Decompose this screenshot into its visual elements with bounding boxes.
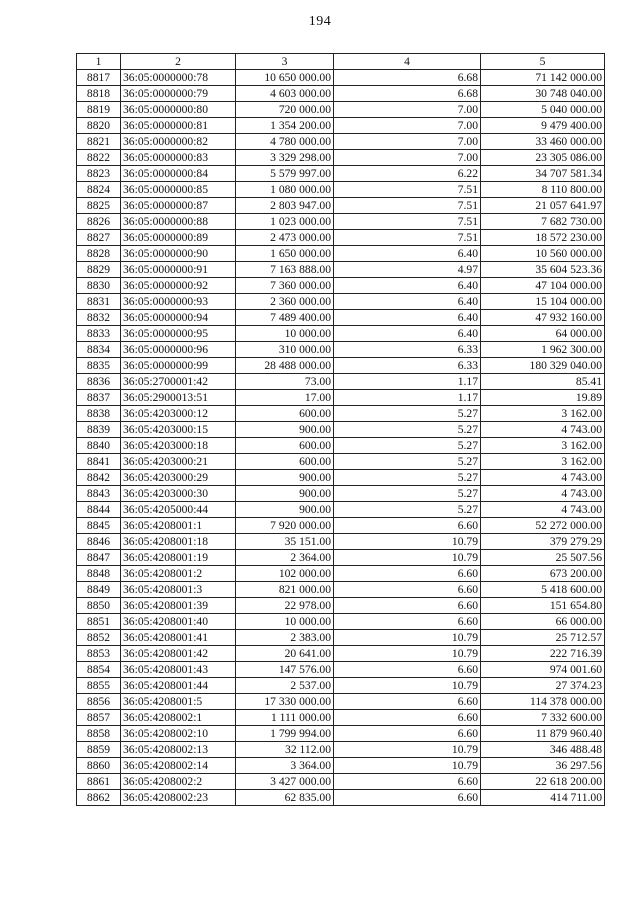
total-cell: 151 654.80: [481, 598, 605, 614]
cadastral-number-cell: 36:05:4203000:29: [121, 470, 236, 486]
cadastral-number-cell: 36:05:0000000:94: [121, 310, 236, 326]
value-cell: 1 354 200.00: [236, 118, 334, 134]
value-cell: 10 000.00: [236, 326, 334, 342]
cadastral-number-cell: 36:05:0000000:79: [121, 86, 236, 102]
row-number-cell: 8820: [77, 118, 121, 134]
rate-cell: 6.40: [334, 310, 481, 326]
total-cell: 25 507.56: [481, 550, 605, 566]
total-cell: 7 332 600.00: [481, 710, 605, 726]
row-number-cell: 8841: [77, 454, 121, 470]
total-cell: 10 560 000.00: [481, 246, 605, 262]
column-header-1: 1: [77, 54, 121, 70]
row-number-cell: 8857: [77, 710, 121, 726]
row-number-cell: 8862: [77, 790, 121, 806]
cadastral-number-cell: 36:05:4203000:30: [121, 486, 236, 502]
total-cell: 222 716.39: [481, 646, 605, 662]
cadastral-number-cell: 36:05:4208001:5: [121, 694, 236, 710]
row-number-cell: 8825: [77, 198, 121, 214]
table-row: [77, 534, 605, 550]
cadastral-number-cell: 36:05:0000000:81: [121, 118, 236, 134]
row-number-cell: 8844: [77, 502, 121, 518]
value-cell: 1 650 000.00: [236, 246, 334, 262]
row-number-cell: 8837: [77, 390, 121, 406]
cadastral-number-cell: 36:05:4208002:14: [121, 758, 236, 774]
row-number-cell: 8835: [77, 358, 121, 374]
rate-cell: 7.00: [334, 102, 481, 118]
cadastral-number-cell: 36:05:4208001:19: [121, 550, 236, 566]
total-cell: 35 604 523.36: [481, 262, 605, 278]
table-row: [77, 294, 605, 310]
rate-cell: 6.40: [334, 294, 481, 310]
rate-cell: 1.17: [334, 390, 481, 406]
row-number-cell: 8851: [77, 614, 121, 630]
rate-cell: 6.68: [334, 86, 481, 102]
table-row: [77, 390, 605, 406]
rate-cell: 1.17: [334, 374, 481, 390]
total-cell: 4 743.00: [481, 422, 605, 438]
table-row: [77, 310, 605, 326]
cadastral-number-cell: 36:05:0000000:89: [121, 230, 236, 246]
table-row: [77, 646, 605, 662]
value-cell: 3 364.00: [236, 758, 334, 774]
cadastral-number-cell: 36:05:4208001:1: [121, 518, 236, 534]
cadastral-number-cell: 36:05:0000000:95: [121, 326, 236, 342]
cadastral-number-cell: 36:05:0000000:88: [121, 214, 236, 230]
table-row: [77, 198, 605, 214]
table-row: [77, 598, 605, 614]
value-cell: 2 360 000.00: [236, 294, 334, 310]
cadastral-number-cell: 36:05:4203000:18: [121, 438, 236, 454]
rate-cell: 6.60: [334, 582, 481, 598]
row-number-cell: 8847: [77, 550, 121, 566]
cadastral-number-cell: 36:05:4203000:12: [121, 406, 236, 422]
row-number-cell: 8849: [77, 582, 121, 598]
rate-cell: 10.79: [334, 534, 481, 550]
rate-cell: 6.60: [334, 614, 481, 630]
total-cell: 52 272 000.00: [481, 518, 605, 534]
cadastral-number-cell: 36:05:4208002:13: [121, 742, 236, 758]
rate-cell: 10.79: [334, 758, 481, 774]
table-row: [77, 230, 605, 246]
value-cell: 2 364.00: [236, 550, 334, 566]
cadastral-number-cell: 36:05:4208001:41: [121, 630, 236, 646]
cadastral-number-cell: 36:05:4208001:3: [121, 582, 236, 598]
cadastral-number-cell: 36:05:4208001:39: [121, 598, 236, 614]
rate-cell: 6.60: [334, 598, 481, 614]
rate-cell: 6.60: [334, 662, 481, 678]
table-row: [77, 422, 605, 438]
row-number-cell: 8838: [77, 406, 121, 422]
value-cell: 7 360 000.00: [236, 278, 334, 294]
value-cell: 1 080 000.00: [236, 182, 334, 198]
rate-cell: 7.51: [334, 182, 481, 198]
total-cell: 33 460 000.00: [481, 134, 605, 150]
rate-cell: 6.68: [334, 70, 481, 86]
row-number-cell: 8832: [77, 310, 121, 326]
table-row: [77, 758, 605, 774]
row-number-cell: 8823: [77, 166, 121, 182]
value-cell: 7 489 400.00: [236, 310, 334, 326]
value-cell: 10 650 000.00: [236, 70, 334, 86]
cadastral-number-cell: 36:05:4208002:23: [121, 790, 236, 806]
total-cell: 25 712.57: [481, 630, 605, 646]
table-row: [77, 406, 605, 422]
rate-cell: 10.79: [334, 678, 481, 694]
rate-cell: 10.79: [334, 550, 481, 566]
total-cell: 7 682 730.00: [481, 214, 605, 230]
table-row: [77, 582, 605, 598]
value-cell: 2 803 947.00: [236, 198, 334, 214]
cadastral-number-cell: 36:05:0000000:92: [121, 278, 236, 294]
row-number-cell: 8843: [77, 486, 121, 502]
row-number-cell: 8850: [77, 598, 121, 614]
row-number-cell: 8842: [77, 470, 121, 486]
value-cell: 310 000.00: [236, 342, 334, 358]
table-row: [77, 502, 605, 518]
page-number: 194: [308, 14, 332, 29]
value-cell: 32 112.00: [236, 742, 334, 758]
rate-cell: 7.00: [334, 118, 481, 134]
cadastral-number-cell: 36:05:0000000:96: [121, 342, 236, 358]
cadastral-number-cell: 36:05:0000000:85: [121, 182, 236, 198]
cadastral-number-cell: 36:05:0000000:78: [121, 70, 236, 86]
total-cell: 3 162.00: [481, 406, 605, 422]
row-number-cell: 8829: [77, 262, 121, 278]
value-cell: 102 000.00: [236, 566, 334, 582]
total-cell: 3 162.00: [481, 454, 605, 470]
value-cell: 600.00: [236, 438, 334, 454]
table-row: [77, 166, 605, 182]
table-row: [77, 214, 605, 230]
table-row: [77, 566, 605, 582]
cadastral-number-cell: 36:05:0000000:99: [121, 358, 236, 374]
value-cell: 2 473 000.00: [236, 230, 334, 246]
table-row: [77, 630, 605, 646]
value-cell: 28 488 000.00: [236, 358, 334, 374]
total-cell: 8 110 800.00: [481, 182, 605, 198]
cadastral-number-cell: 36:05:0000000:83: [121, 150, 236, 166]
total-cell: 47 932 160.00: [481, 310, 605, 326]
rate-cell: 5.27: [334, 438, 481, 454]
table-row: [77, 662, 605, 678]
row-number-cell: 8819: [77, 102, 121, 118]
value-cell: 720 000.00: [236, 102, 334, 118]
column-header-5: 5: [481, 54, 605, 70]
cadastral-number-cell: 36:05:4208002:10: [121, 726, 236, 742]
table-row: [77, 358, 605, 374]
cadastral-number-cell: 36:05:0000000:82: [121, 134, 236, 150]
rate-cell: 5.27: [334, 502, 481, 518]
row-number-cell: 8845: [77, 518, 121, 534]
row-number-cell: 8860: [77, 758, 121, 774]
table-row: [77, 150, 605, 166]
cadastral-number-cell: 36:05:0000000:90: [121, 246, 236, 262]
rate-cell: 6.22: [334, 166, 481, 182]
value-cell: 7 920 000.00: [236, 518, 334, 534]
row-number-cell: 8839: [77, 422, 121, 438]
rate-cell: 5.27: [334, 470, 481, 486]
table-row: [77, 342, 605, 358]
cadastral-number-cell: 36:05:4203000:15: [121, 422, 236, 438]
value-cell: 900.00: [236, 422, 334, 438]
table-row: [77, 454, 605, 470]
rate-cell: 5.27: [334, 406, 481, 422]
rate-cell: 7.00: [334, 150, 481, 166]
rate-cell: 6.33: [334, 358, 481, 374]
total-cell: 30 748 040.00: [481, 86, 605, 102]
total-cell: 5 040 000.00: [481, 102, 605, 118]
table-row: [77, 614, 605, 630]
table-row: [77, 278, 605, 294]
row-number-cell: 8818: [77, 86, 121, 102]
value-cell: 1 023 000.00: [236, 214, 334, 230]
row-number-cell: 8848: [77, 566, 121, 582]
rate-cell: 6.40: [334, 326, 481, 342]
row-number-cell: 8827: [77, 230, 121, 246]
total-cell: 1 962 300.00: [481, 342, 605, 358]
cadastral-number-cell: 36:05:0000000:84: [121, 166, 236, 182]
rate-cell: 6.60: [334, 774, 481, 790]
value-cell: 821 000.00: [236, 582, 334, 598]
total-cell: 22 618 200.00: [481, 774, 605, 790]
table-row: [77, 134, 605, 150]
table-row: [77, 678, 605, 694]
total-cell: 3 162.00: [481, 438, 605, 454]
total-cell: 19.89: [481, 390, 605, 406]
cadastral-number-cell: 36:05:4208001:43: [121, 662, 236, 678]
table-row: [77, 710, 605, 726]
total-cell: 34 707 581.34: [481, 166, 605, 182]
rate-cell: 6.60: [334, 694, 481, 710]
value-cell: 73.00: [236, 374, 334, 390]
value-cell: 900.00: [236, 486, 334, 502]
table-row: [77, 326, 605, 342]
total-cell: 18 572 230.00: [481, 230, 605, 246]
value-cell: 600.00: [236, 454, 334, 470]
table-row: [77, 774, 605, 790]
table-row: [77, 86, 605, 102]
value-cell: 147 576.00: [236, 662, 334, 678]
rate-cell: 6.40: [334, 246, 481, 262]
table-row: [77, 246, 605, 262]
value-cell: 4 780 000.00: [236, 134, 334, 150]
column-header-3: 3: [236, 54, 334, 70]
rate-cell: 6.60: [334, 726, 481, 742]
table-row: [77, 694, 605, 710]
rate-cell: 7.51: [334, 214, 481, 230]
column-header-2: 2: [121, 54, 236, 70]
rate-cell: 5.27: [334, 422, 481, 438]
total-cell: 5 418 600.00: [481, 582, 605, 598]
row-number-cell: 8856: [77, 694, 121, 710]
cadastral-number-cell: 36:05:0000000:91: [121, 262, 236, 278]
total-cell: 21 057 641.97: [481, 198, 605, 214]
cadastral-number-cell: 36:05:0000000:93: [121, 294, 236, 310]
total-cell: 4 743.00: [481, 502, 605, 518]
value-cell: 600.00: [236, 406, 334, 422]
total-cell: 85.41: [481, 374, 605, 390]
table-body: [77, 70, 605, 806]
table-row: [77, 726, 605, 742]
table-row: [77, 118, 605, 134]
rate-cell: 6.40: [334, 278, 481, 294]
total-cell: 64 000.00: [481, 326, 605, 342]
cadastral-number-cell: 36:05:4208001:18: [121, 534, 236, 550]
row-number-cell: 8859: [77, 742, 121, 758]
row-number-cell: 8858: [77, 726, 121, 742]
cadastral-number-cell: 36:05:4208001:44: [121, 678, 236, 694]
row-number-cell: 8840: [77, 438, 121, 454]
table-row: [77, 70, 605, 86]
row-number-cell: 8817: [77, 70, 121, 86]
row-number-cell: 8846: [77, 534, 121, 550]
rate-cell: 7.00: [334, 134, 481, 150]
value-cell: 2 537.00: [236, 678, 334, 694]
rate-cell: 7.51: [334, 230, 481, 246]
row-number-cell: 8834: [77, 342, 121, 358]
total-cell: 15 104 000.00: [481, 294, 605, 310]
rate-cell: 10.79: [334, 646, 481, 662]
value-cell: 4 603 000.00: [236, 86, 334, 102]
row-number-cell: 8821: [77, 134, 121, 150]
value-cell: 10 000.00: [236, 614, 334, 630]
rate-cell: 6.60: [334, 710, 481, 726]
total-cell: 114 378 000.00: [481, 694, 605, 710]
cadastral-number-cell: 36:05:4208001:2: [121, 566, 236, 582]
table-row: [77, 550, 605, 566]
table-row: [77, 470, 605, 486]
row-number-cell: 8861: [77, 774, 121, 790]
value-cell: 3 427 000.00: [236, 774, 334, 790]
total-cell: 23 305 086.00: [481, 150, 605, 166]
total-cell: 379 279.29: [481, 534, 605, 550]
row-number-cell: 8853: [77, 646, 121, 662]
cadastral-number-cell: 36:05:4208002:2: [121, 774, 236, 790]
total-cell: 9 479 400.00: [481, 118, 605, 134]
value-cell: 17.00: [236, 390, 334, 406]
data-table: [76, 53, 605, 806]
value-cell: 3 329 298.00: [236, 150, 334, 166]
total-cell: 4 743.00: [481, 470, 605, 486]
total-cell: 4 743.00: [481, 486, 605, 502]
value-cell: 7 163 888.00: [236, 262, 334, 278]
total-cell: 71 142 000.00: [481, 70, 605, 86]
rate-cell: 4.97: [334, 262, 481, 278]
table-row: [77, 486, 605, 502]
row-number-cell: 8831: [77, 294, 121, 310]
table-header-row: [77, 54, 605, 70]
total-cell: 27 374.23: [481, 678, 605, 694]
cadastral-number-cell: 36:05:2900013:51: [121, 390, 236, 406]
row-number-cell: 8854: [77, 662, 121, 678]
rate-cell: 6.60: [334, 790, 481, 806]
row-number-cell: 8822: [77, 150, 121, 166]
total-cell: 974 001.60: [481, 662, 605, 678]
value-cell: 1 799 994.00: [236, 726, 334, 742]
rate-cell: 6.60: [334, 518, 481, 534]
table-row: [77, 262, 605, 278]
total-cell: 414 711.00: [481, 790, 605, 806]
table-row: [77, 742, 605, 758]
rate-cell: 6.33: [334, 342, 481, 358]
value-cell: 62 835.00: [236, 790, 334, 806]
table-row: [77, 518, 605, 534]
cadastral-number-cell: 36:05:4205000:44: [121, 502, 236, 518]
value-cell: 900.00: [236, 470, 334, 486]
rate-cell: 7.51: [334, 198, 481, 214]
cadastral-number-cell: 36:05:4203000:21: [121, 454, 236, 470]
total-cell: 11 879 960.40: [481, 726, 605, 742]
cadastral-number-cell: 36:05:2700001:42: [121, 374, 236, 390]
table-row: [77, 182, 605, 198]
rate-cell: 5.27: [334, 454, 481, 470]
value-cell: 5 579 997.00: [236, 166, 334, 182]
total-cell: 346 488.48: [481, 742, 605, 758]
row-number-cell: 8830: [77, 278, 121, 294]
row-number-cell: 8828: [77, 246, 121, 262]
row-number-cell: 8824: [77, 182, 121, 198]
value-cell: 900.00: [236, 502, 334, 518]
total-cell: 66 000.00: [481, 614, 605, 630]
table-row: [77, 374, 605, 390]
table-row: [77, 438, 605, 454]
cadastral-number-cell: 36:05:4208001:42: [121, 646, 236, 662]
rate-cell: 6.60: [334, 566, 481, 582]
cadastral-number-cell: 36:05:0000000:80: [121, 102, 236, 118]
table-row: [77, 790, 605, 806]
value-cell: 1 111 000.00: [236, 710, 334, 726]
value-cell: 17 330 000.00: [236, 694, 334, 710]
column-header-4: 4: [334, 54, 481, 70]
cadastral-number-cell: 36:05:0000000:87: [121, 198, 236, 214]
row-number-cell: 8833: [77, 326, 121, 342]
value-cell: 2 383.00: [236, 630, 334, 646]
row-number-cell: 8826: [77, 214, 121, 230]
value-cell: 22 978.00: [236, 598, 334, 614]
total-cell: 673 200.00: [481, 566, 605, 582]
row-number-cell: 8836: [77, 374, 121, 390]
value-cell: 20 641.00: [236, 646, 334, 662]
total-cell: 36 297.56: [481, 758, 605, 774]
rate-cell: 10.79: [334, 630, 481, 646]
cadastral-number-cell: 36:05:4208002:1: [121, 710, 236, 726]
cadastral-number-cell: 36:05:4208001:40: [121, 614, 236, 630]
total-cell: 180 329 040.00: [481, 358, 605, 374]
total-cell: 47 104 000.00: [481, 278, 605, 294]
rate-cell: 10.79: [334, 742, 481, 758]
rate-cell: 5.27: [334, 486, 481, 502]
table-row: [77, 102, 605, 118]
row-number-cell: 8855: [77, 678, 121, 694]
value-cell: 35 151.00: [236, 534, 334, 550]
row-number-cell: 8852: [77, 630, 121, 646]
